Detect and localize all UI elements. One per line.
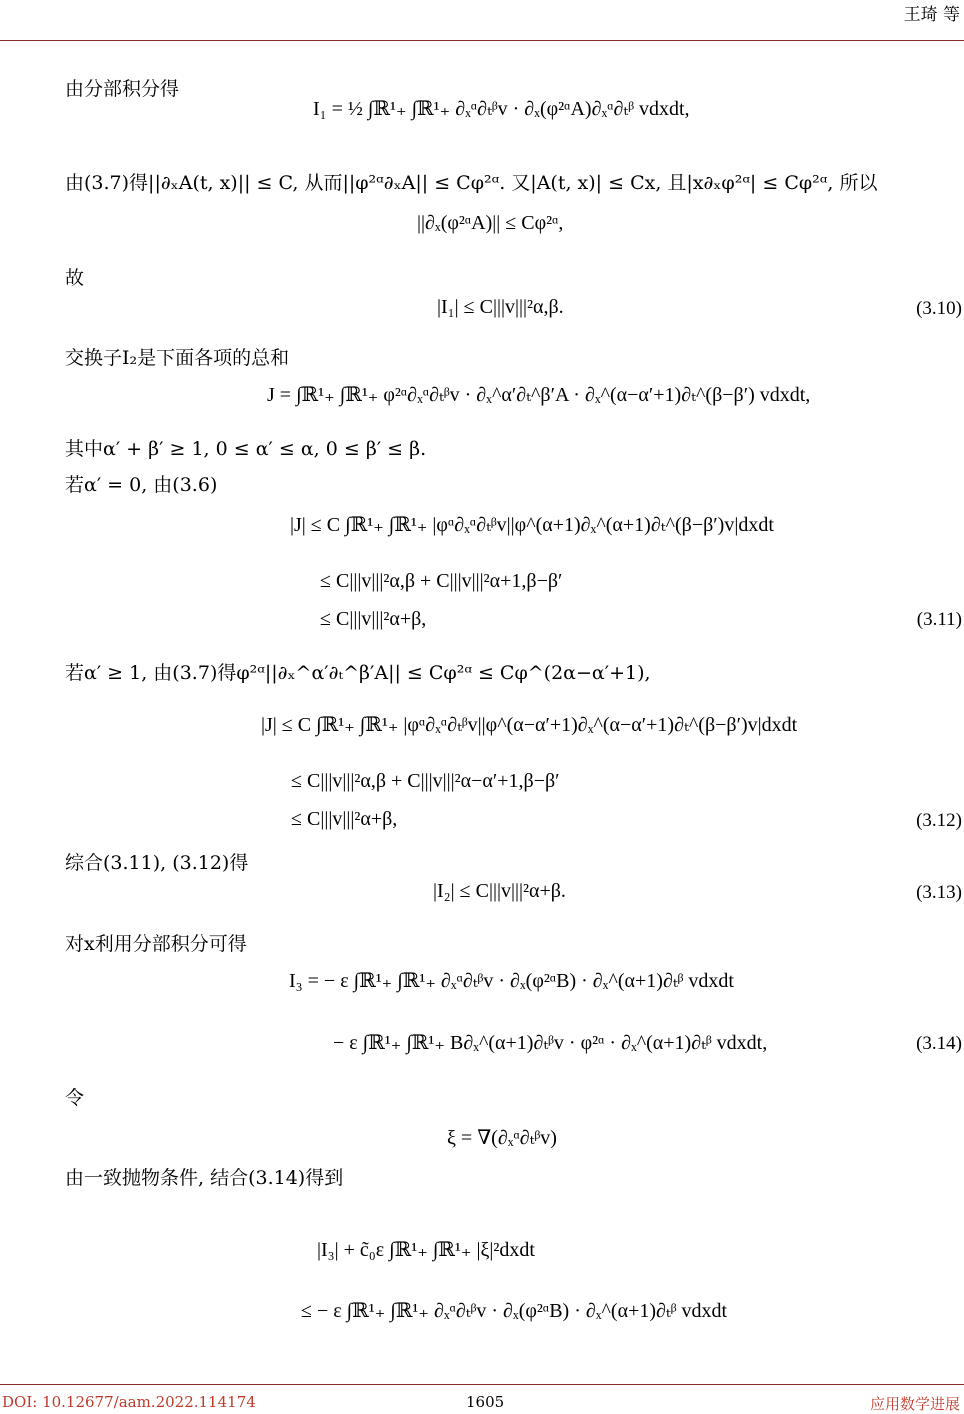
running-head-author: 王琦 等 bbox=[903, 5, 960, 25]
paragraph-10: 令 bbox=[65, 1087, 85, 1109]
equation-3-10: |I₁| ≤ C|||v|||²α,β. bbox=[437, 296, 564, 318]
footer-rule bbox=[0, 1384, 964, 1385]
equation-3-14-line2: − ε ∫ℝ¹₊ ∫ℝ¹₊ B∂ₓ^(α+1)∂ₜᵝv · φ²ᵅ · ∂ₓ^(α+1)∂ₜᵝ vdxdt, bbox=[333, 1032, 768, 1054]
paragraph-3: 故 bbox=[65, 267, 85, 289]
equation-3-11-line3: ≤ C|||v|||²α+β, bbox=[320, 608, 427, 630]
paragraph-9: 对x利用分部积分可得 bbox=[65, 933, 247, 955]
equation-3-14-line1: I₃ = − ε ∫ℝ¹₊ ∫ℝ¹₊ ∂ₓᵅ∂ₜᵝv · ∂ₓ(φ²ᵅB) · ∂ₓ^(α+1)∂ₜᵝ vdxdt bbox=[289, 970, 734, 992]
paragraph-7: 若α′ ≥ 1, 由(3.7)得φ²ᵅ||∂ₓ^α′∂ₜ^β′A|| ≤ Cφ²ᵅ ≤ Cφ^(2α−α′+1), bbox=[65, 662, 651, 684]
paragraph-4: 交换子I₂是下面各项的总和 bbox=[65, 347, 290, 369]
paragraph-2: 由(3.7)得||∂ₓA(t, x)|| ≤ C, 从而||φ²ᵅ∂ₓA|| ≤ Cφ²ᵅ. 又|A(t, x)| ≤ Cx, 且|x∂ₓφ²ᵅ| ≤ Cφ²ᵅ, 所以 bbox=[65, 172, 878, 194]
paragraph-5: 其中α′ + β′ ≥ 1, 0 ≤ α′ ≤ α, 0 ≤ β′ ≤ β. bbox=[65, 438, 427, 460]
paragraph-6: 若α′ = 0, 由(3.6) bbox=[65, 474, 218, 496]
paragraph-1: 由分部积分得 bbox=[65, 78, 180, 100]
equation-I1: I₁ = ½ ∫ℝ¹₊ ∫ℝ¹₊ ∂ₓᵅ∂ₜᵝv · ∂ₓ(φ²ᵅA)∂ₓᵅ∂ₜᵝ vdxdt, bbox=[313, 98, 690, 120]
journal-name: 应用数学进展 bbox=[869, 1395, 960, 1413]
equation-number-3-12: (3.12) bbox=[916, 810, 962, 831]
equation-3-12-line1: |J| ≤ C ∫ℝ¹₊ ∫ℝ¹₊ |φᵅ∂ₓᵅ∂ₜᵝv||φ^(α−α′+1)∂ₓ^(α−α′+1)∂ₜ^(β−β′)v|dxdt bbox=[261, 714, 798, 736]
equation-3-12-line3: ≤ C|||v|||²α+β, bbox=[291, 808, 398, 830]
equation-J: J = ∫ℝ¹₊ ∫ℝ¹₊ φ²ᵅ∂ₓᵅ∂ₜᵝv · ∂ₓ^α′∂ₜ^β′A · ∂ₓ^(α−α′+1)∂ₜ^(β−β′) vdxdt, bbox=[267, 384, 811, 406]
equation-number-3-13: (3.13) bbox=[916, 882, 962, 903]
equation-final-line2: ≤ − ε ∫ℝ¹₊ ∫ℝ¹₊ ∂ₓᵅ∂ₜᵝv · ∂ₓ(φ²ᵅB) · ∂ₓ^(α+1)∂ₜᵝ vdxdt bbox=[301, 1300, 728, 1322]
paragraph-11: 由一致抛物条件, 结合(3.14)得到 bbox=[65, 1167, 344, 1189]
equation-bound: ||∂ₓ(φ²ᵅA)|| ≤ Cφ²ᵅ, bbox=[417, 212, 564, 234]
equation-number-3-14: (3.14) bbox=[916, 1033, 962, 1054]
equation-3-12-line2: ≤ C|||v|||²α,β + C|||v|||²α−α′+1,β−β′ bbox=[291, 770, 560, 792]
equation-3-11-line2: ≤ C|||v|||²α,β + C|||v|||²α+1,β−β′ bbox=[320, 570, 563, 592]
equation-number-3-10: (3.10) bbox=[916, 298, 962, 319]
paragraph-8: 综合(3.11), (3.12)得 bbox=[65, 852, 249, 874]
doi-link[interactable]: DOI: 10.12677/aam.2022.114174 bbox=[2, 1393, 256, 1411]
equation-number-3-11: (3.11) bbox=[916, 609, 962, 630]
equation-3-13: |I₂| ≤ C|||v|||²α+β. bbox=[433, 880, 566, 902]
page-number: 1605 bbox=[466, 1393, 505, 1411]
equation-final-line1: |I₃| + c̃₀ε ∫ℝ¹₊ ∫ℝ¹₊ |ξ|²dxdt bbox=[317, 1239, 535, 1261]
equation-3-11-line1: |J| ≤ C ∫ℝ¹₊ ∫ℝ¹₊ |φᵅ∂ₓᵅ∂ₜᵝv||φ^(α+1)∂ₓ^(α+1)∂ₜ^(β−β′)v|dxdt bbox=[290, 514, 774, 536]
header-rule bbox=[0, 40, 964, 41]
equation-xi: ξ = ∇(∂ₓᵅ∂ₜᵝv) bbox=[447, 1127, 557, 1149]
